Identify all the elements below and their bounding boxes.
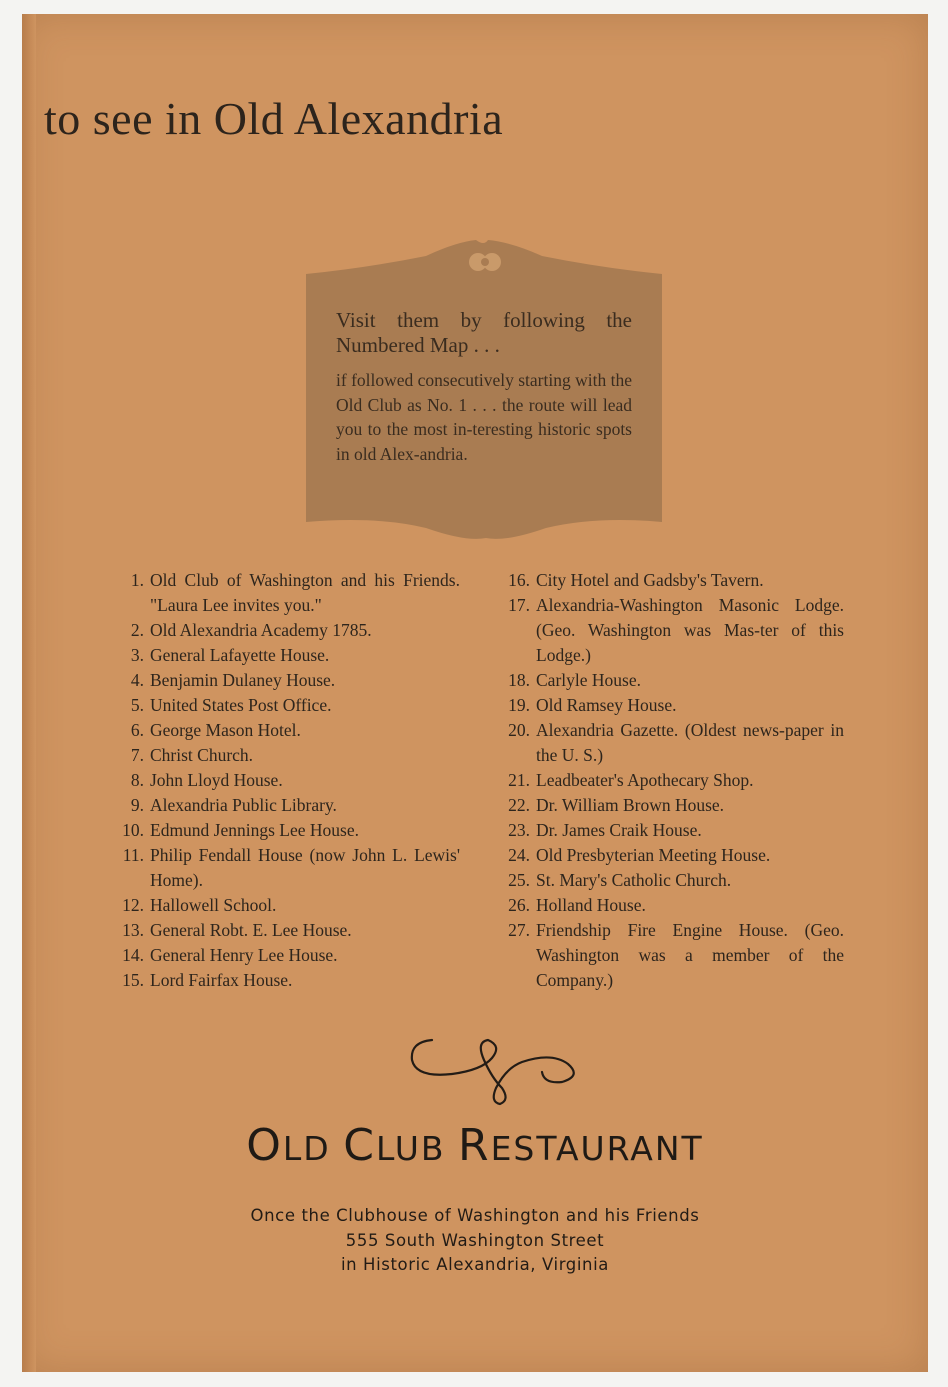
- panel-heading: [336, 308, 632, 358]
- item-text: George Mason Hotel.: [150, 720, 301, 740]
- list-item: [110, 768, 460, 793]
- item-number: 19.: [508, 695, 530, 715]
- item-number: 18.: [508, 670, 530, 690]
- item-text: St. Mary's Catholic Church.: [536, 870, 732, 890]
- list-item: [496, 693, 844, 718]
- item-number: 21.: [508, 770, 530, 790]
- item-text: Alexandria Public Library.: [150, 795, 337, 815]
- panel-paragraph: if followed consecutively starting with the Old Club as No. 1 . . . the route will lead you to the most in-teresting historic spots in old Alex-andria.: [336, 370, 632, 464]
- item-number: 9.: [130, 795, 144, 815]
- item-number: 26.: [508, 895, 530, 915]
- name-initial: O: [246, 1120, 283, 1171]
- sites-list-left: [110, 568, 460, 993]
- item-text: Dr. William Brown House.: [536, 795, 725, 815]
- list-item: [496, 843, 844, 868]
- name-rest: LD: [282, 1129, 344, 1168]
- name-initial: R: [457, 1120, 491, 1171]
- item-text: John Lloyd House.: [150, 770, 283, 790]
- item-text: United States Post Office.: [150, 695, 332, 715]
- item-text: Lord Fairfax House.: [150, 970, 293, 990]
- item-number: 27.: [508, 920, 530, 940]
- item-text: Benjamin Dulaney House.: [150, 670, 336, 690]
- item-text: Friendship Fire Engine House. (Geo. Washington was a member of the Company.): [536, 920, 844, 990]
- item-text: Philip Fendall House (now John L. Lewis' Home).: [150, 845, 460, 890]
- list-item: [110, 743, 460, 768]
- item-text: Old Ramsey House.: [536, 695, 677, 715]
- item-number: 1.: [130, 570, 144, 590]
- item-text: Holland House.: [536, 895, 646, 915]
- list-item: [496, 818, 844, 843]
- item-number: 20.: [508, 720, 530, 740]
- item-text: Hallowell School.: [150, 895, 277, 915]
- list-item: [110, 793, 460, 818]
- list-item: [110, 893, 460, 918]
- item-number: 4.: [130, 670, 144, 690]
- item-text: Old Club of Washington and his Friends. "Laura Lee invites you.": [150, 570, 460, 615]
- list-item: [110, 643, 460, 668]
- list-item: [110, 818, 460, 843]
- info-panel: [306, 232, 662, 542]
- item-number: 13.: [122, 920, 144, 940]
- list-item: [496, 593, 844, 668]
- item-text: Dr. James Craik House.: [536, 820, 702, 840]
- item-number: 14.: [122, 945, 144, 965]
- list-item: [496, 668, 844, 693]
- list-item: [496, 868, 844, 893]
- list-item: [496, 768, 844, 793]
- item-text: Leadbeater's Apothecary Shop.: [536, 770, 754, 790]
- panel-text: [336, 308, 632, 466]
- list-item: [110, 618, 460, 643]
- item-number: 23.: [508, 820, 530, 840]
- list-item: [496, 893, 844, 918]
- item-number: 16.: [508, 570, 530, 590]
- item-number: 17.: [508, 595, 530, 615]
- footer-address: [22, 1204, 928, 1278]
- panel-line2: Numbered Map . . .: [336, 333, 500, 357]
- item-text: City Hotel and Gadsby's Tavern.: [536, 570, 764, 590]
- name-rest: ESTAURANT: [490, 1129, 704, 1168]
- page-title: to see in Old Alexandria: [44, 93, 504, 144]
- item-text: Alexandria Gazette. (Oldest news-paper in the U. S.): [536, 720, 844, 765]
- restaurant-name: [22, 1120, 928, 1171]
- item-text: General Lafayette House.: [150, 645, 330, 665]
- list-item: [110, 568, 460, 618]
- item-number: 8.: [130, 770, 144, 790]
- list-item: [110, 968, 460, 993]
- item-text: Old Alexandria Academy 1785.: [150, 620, 372, 640]
- list-item: [110, 843, 460, 893]
- list-item: [110, 943, 460, 968]
- item-number: 22.: [508, 795, 530, 815]
- list-item: [496, 918, 844, 993]
- item-text: General Robt. E. Lee House.: [150, 920, 352, 940]
- item-number: 25.: [508, 870, 530, 890]
- footer-line1: Once the Clubhouse of Washington and his Friends: [250, 1206, 700, 1225]
- item-number: 5.: [130, 695, 144, 715]
- item-text: Edmund Jennings Lee House.: [150, 820, 359, 840]
- list-item: [110, 718, 460, 743]
- list-item: [110, 668, 460, 693]
- menu-page: [22, 14, 928, 1372]
- item-number: 11.: [122, 845, 144, 865]
- panel-line1: Visit them by following the: [336, 308, 632, 332]
- item-number: 12.: [122, 895, 144, 915]
- item-number: 24.: [508, 845, 530, 865]
- list-item: [496, 718, 844, 768]
- item-number: 10.: [122, 820, 144, 840]
- name-initial: C: [343, 1120, 376, 1171]
- item-text: Alexandria-Washington Masonic Lodge. (Geo. Washington was Mas-ter of this Lodge.): [536, 595, 844, 665]
- item-number: 3.: [130, 645, 144, 665]
- footer-line3: in Historic Alexandria, Virginia: [340, 1255, 610, 1274]
- item-number: 2.: [130, 620, 144, 640]
- item-number: 6.: [130, 720, 144, 740]
- item-text: Old Presbyterian Meeting House.: [536, 845, 771, 865]
- item-text: Christ Church.: [150, 745, 254, 765]
- item-text: General Henry Lee House.: [150, 945, 338, 965]
- footer-line2: 555 South Washington Street: [345, 1230, 605, 1250]
- item-number: 7.: [130, 745, 144, 765]
- name-rest: LUB: [375, 1129, 458, 1168]
- sites-list-right: [496, 568, 844, 993]
- flourish-ornament-icon: [392, 1018, 592, 1108]
- list-item: [110, 693, 460, 718]
- item-text: Carlyle House.: [536, 670, 641, 690]
- item-number: 15.: [122, 970, 144, 990]
- list-item: [496, 793, 844, 818]
- list-item: [110, 918, 460, 943]
- list-item: [496, 568, 844, 593]
